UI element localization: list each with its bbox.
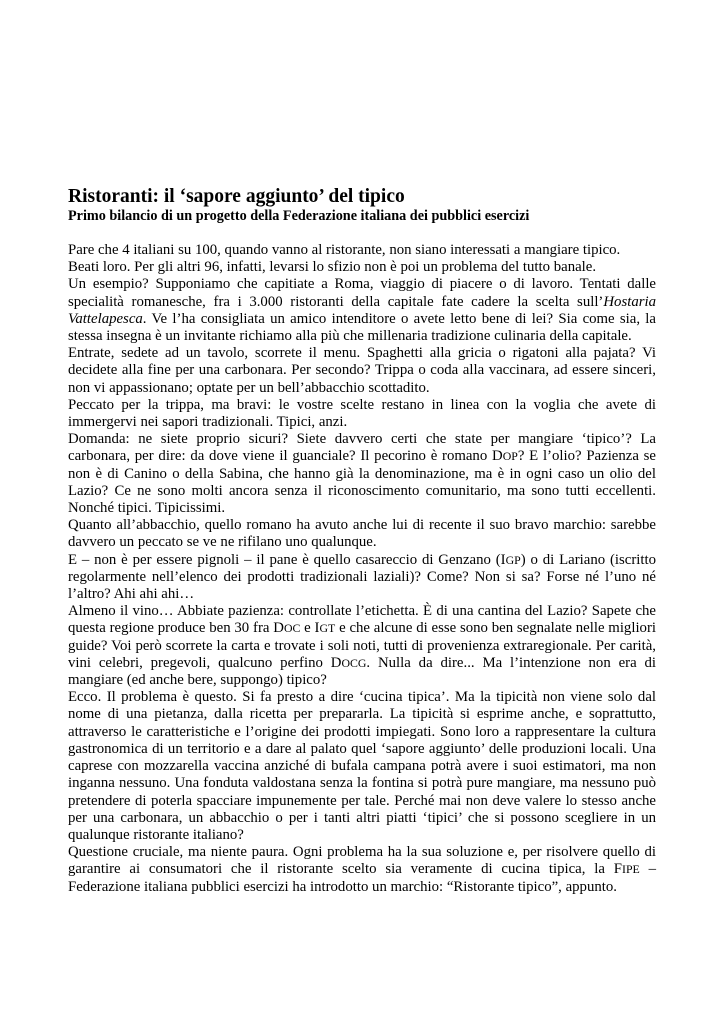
paragraph-3: Un esempio? Supponiamo che capitiate a Roma, viaggio di piacere o di lavoro. Tentati dalle specialità romanesche, fra i 3.000 ristoranti della capitale fate cadere la scelta sull’Hostaria Vattelapesca. Ve l’ha consigliata un amico intenditore o avete letto bene di lei? Sia come sia, la stessa insegna è un invitante richiamo alla più che millenaria tradizione culinaria della capitale. — [68, 276, 656, 345]
document-title: Ristoranti: il ‘sapore aggiunto’ del tipico — [68, 186, 405, 207]
paragraph-5: Peccato per la trippa, ma bravi: le vostre scelte restano in linea con la voglia che avete di immergervi nei sapori tradizionali. Tipici, anzi. — [68, 396, 656, 431]
paragraph-2: Beati loro. Per gli altri 96, infatti, levarsi lo sfizio non è poi un problema del tutto banale. — [68, 259, 597, 276]
paragraph-10: Ecco. Il problema è questo. Si fa presto a dire ‘cucina tipica’. Ma la tipicità non viene solo dal nome di una pietanza, dalla ricetta per prepararla. La tipicità si esprime anche, e soprattutto, attraverso le caratteristiche e l’origine dei prodotti impiegati. Sono loro a rappresentare la cultura gastronomica di un territorio e a dare al palato quel ‘sapore aggiunto’ delle produzioni locali. Una caprese con mozzarella vaccina anziché di bufala campana potrà avere i suoi estimatori, ma non inganna nessuno. Una fonduta valdostana senza la fontina si potrà pure mangiare, ma nessuno può pretendere di poterla spacciare impunemente per tale. Perché mai non deve valere lo stesso anche per una carbonara, un abbacchio o per i tanti altri piatti ‘tipici’ che si possono scegliere in un qualunque ristorante italiano? — [68, 689, 656, 843]
paragraph-7: Quanto all’abbacchio, quello romano ha avuto anche lui di recente il suo bravo marchio: sarebbe davvero un peccato se ve ne rifilano uno qualunque. — [68, 517, 656, 551]
document — [68, 186, 656, 896]
paragraph-9: Almeno il vino… Abbiate pazienza: controllate l’etichetta. È di una cantina del Lazio? Sapete che questa regione produce ben 30 fra DOC e IGT e che alcune di esse sono ben segnalate nelle migliori guide? Voi però scorrete la carta e trovate i soli noti, tutti di provenienza extraregionale. Per carità, vini celebri, pregevoli, qualcuno perfino DOCG. Nulla da dire... Ma l’intenzione non era di mangiare (ed anche bere, suppongo) tipico? — [68, 603, 656, 689]
article-body — [68, 242, 656, 896]
paragraph-11: Questione cruciale, ma niente paura. Ogni problema ha la sua soluzione e, per risolvere quello di garantire ai consumatori che il ristorante scelto sia veramente di cucina tipica, la FIPE – Federazione italiana pubblici esercizi ha introdotto un marchio: “Ristorante tipico”, appunto. — [68, 844, 656, 895]
paragraph-1: Pare che 4 italiani su 100, quando vanno al ristorante, non siano interessati a mangiare tipico. — [68, 242, 621, 258]
restaurant-name: Hostaria Vattelapesca — [68, 293, 656, 327]
paragraph-6: Domanda: ne siete proprio sicuri? Siete davvero certi che state per mangiare ‘tipico’? La carbonara, per dire: da dove viene il guanciale? Il pecorino è romano DOP? E l’olio? Pazienza se non è di Canino o della Sabina, che hanno già la denominazione, ma è in ogni caso un olio del Lazio? Ce ne sono molti ancora senza il riconoscimento comunitario, ma sono tutti eccellenti. Nonché tipici. Tipicissimi. — [68, 431, 656, 517]
document-subtitle: Primo bilancio di un progetto della Federazione italiana dei pubblici esercizi — [68, 208, 530, 224]
paragraph-8: E – non è per essere pignoli – il pane è quello casareccio di Genzano (IGP) o di Lariano (iscritto regolarmente nell’elenco dei prodotti tradizionali laziali)? Come? Non si sa? Forse né l’uno né l’altro? Ahi ahi ahi… — [68, 551, 656, 603]
paragraph-4: Entrate, sedete ad un tavolo, scorrete il menu. Spaghetti alla gricia o rigatoni alla pajata? Vi decidete alla fine per una carbonara. Per secondo? Trippa o coda alla vaccinara, ad essere sinceri, non vi appassionano; optate per un bell’abbacchio scottadito. — [68, 345, 656, 396]
